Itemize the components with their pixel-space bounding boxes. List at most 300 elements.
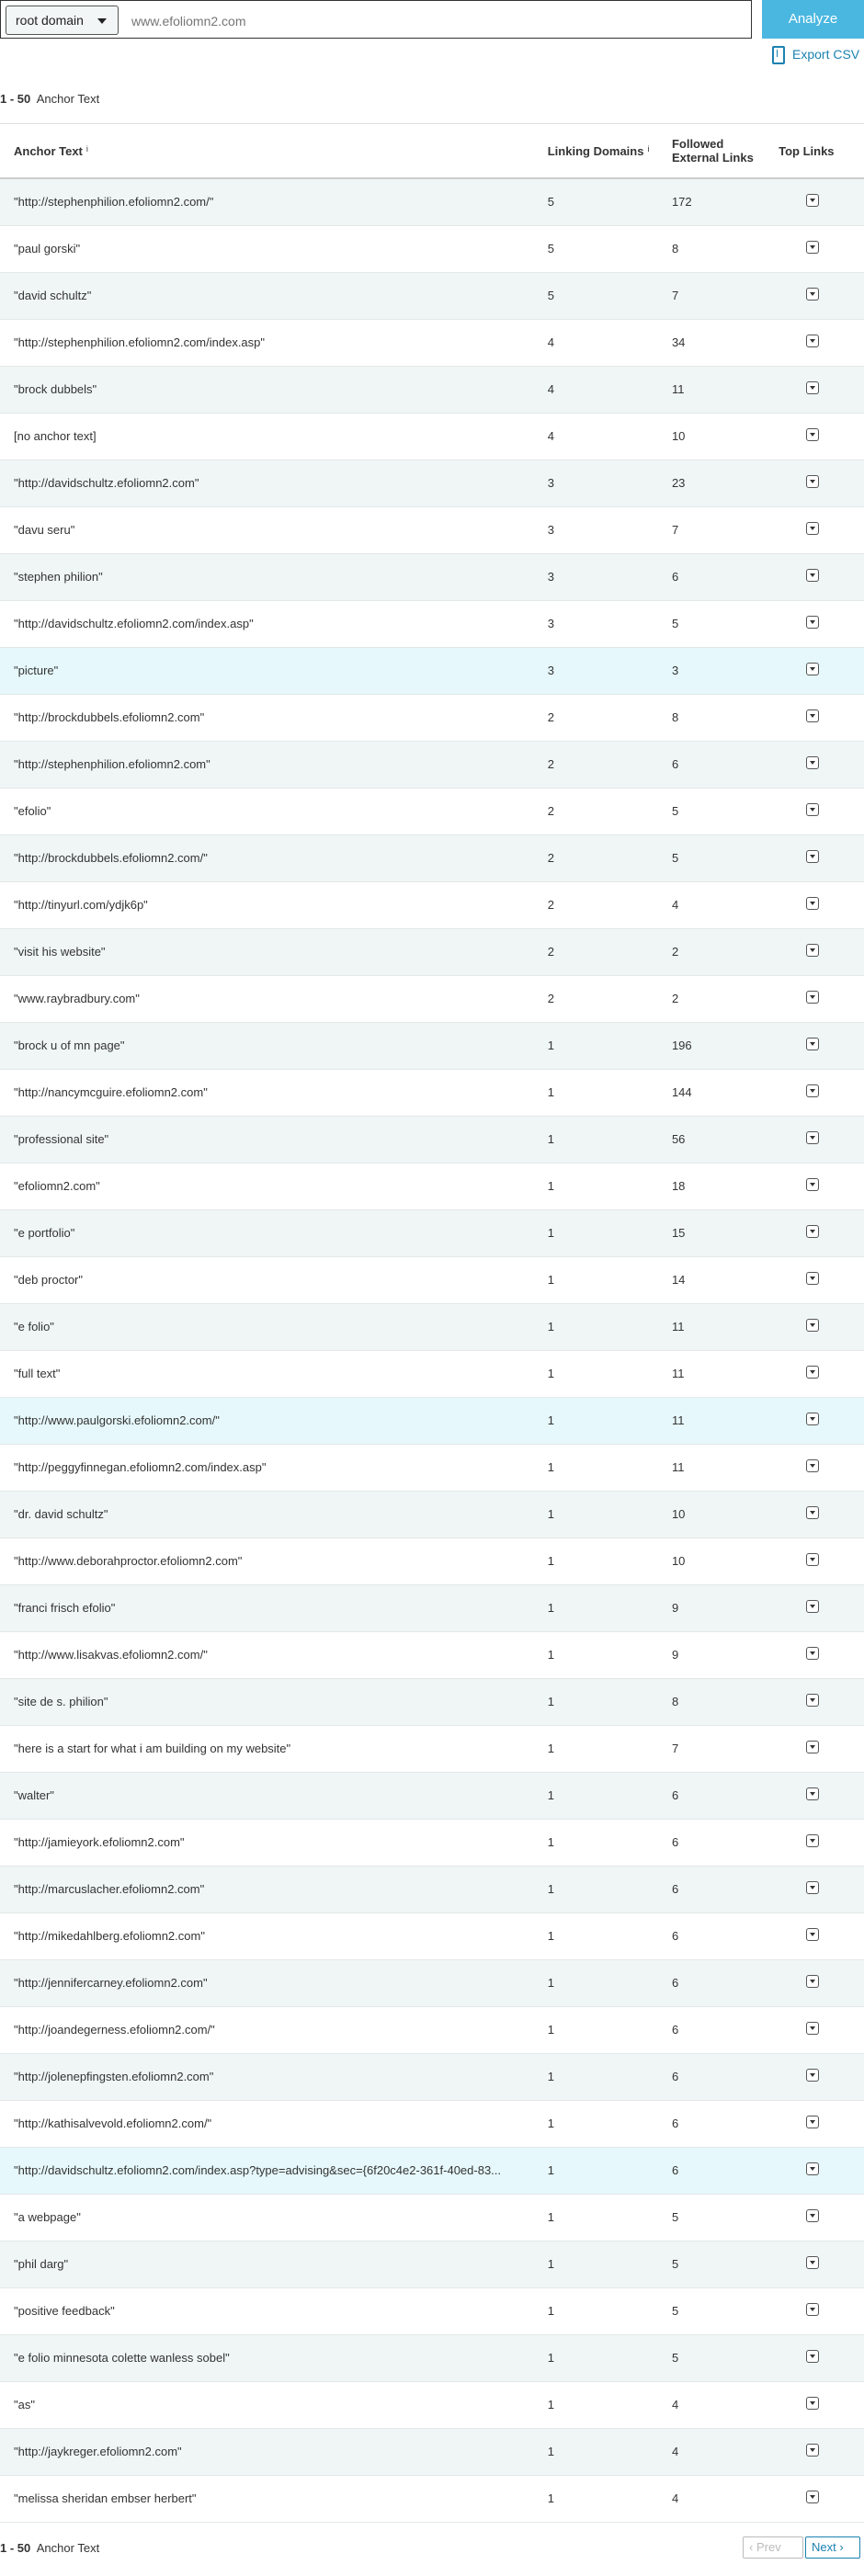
anchor-text-cell: "david schultz" [14,289,92,302]
top-links-cell [779,1303,864,1350]
expand-top-links-icon[interactable] [806,2397,819,2410]
followed-links-cell: 18 [671,1179,686,1193]
followed-links-cell: 5 [671,617,679,630]
next-label: Next [812,2540,836,2554]
table-row [0,2006,864,2053]
linking-domains-cell: 4 [547,335,554,349]
table-row [0,1725,864,1772]
linking-domains-cell: 1 [547,1179,554,1193]
expand-top-links-icon[interactable] [806,2209,819,2222]
anchor-text-cell: "http://jolenepfingsten.efoliomn2.com" [14,2070,214,2083]
result-range-bottom [0,2541,99,2555]
chevron-down-icon [97,18,107,24]
anchor-text-cell: "deb proctor" [14,1273,83,1287]
expand-top-links-icon[interactable] [806,1459,819,1472]
linking-domains-cell: 2 [547,945,554,959]
top-links-cell [779,1256,864,1303]
expand-top-links-icon[interactable] [806,288,819,301]
linking-domains-cell: 1 [547,2210,554,2224]
followed-links-cell: 6 [671,1835,679,1849]
linking-domains-cell: 1 [547,1554,554,1568]
expand-top-links-icon[interactable] [806,2444,819,2457]
anchor-text-cell: "http://kathisalvevold.efoliomn2.com/" [14,2116,212,2130]
export-csv-link[interactable] [772,42,859,66]
anchor-text-cell: "http://stephenphilion.efoliomn2.com/" [14,195,214,210]
expand-top-links-icon[interactable] [806,1553,819,1566]
followed-links-cell: 2 [671,992,679,1005]
header-linking-label: Linking Domains [547,143,644,158]
search-bar [0,0,752,39]
anchor-text-cell: "http://www.lisakvas.efoliomn2.com/" [14,1648,208,1662]
linking-domains-cell: 1 [547,2163,554,2177]
followed-links-cell: 34 [671,335,686,349]
anchor-text-cell: "full text" [14,1367,61,1380]
table-row [0,1256,864,1303]
followed-links-cell: 11 [671,1413,685,1427]
anchor-text-cell: "dr. david schultz" [14,1507,108,1521]
chevron-left-icon: ‹ [749,2540,754,2554]
expand-top-links-icon[interactable] [806,2350,819,2363]
anchor-text-cell: "positive feedback" [14,2304,115,2318]
followed-links-cell: 9 [671,1601,679,1615]
top-links-cell [779,788,864,834]
anchor-text-cell: "http://mikedahlberg.efoliomn2.com" [14,1929,205,1943]
table-row [0,319,864,366]
table-row [0,1444,864,1491]
expand-top-links-icon[interactable] [806,2069,819,2082]
top-links-cell [779,272,864,319]
expand-top-links-icon[interactable] [806,1084,819,1097]
linking-domains-cell: 2 [547,710,554,724]
linking-domains-cell: 1 [547,1976,554,1990]
anchor-text-cell: "visit his website" [14,945,106,959]
followed-links-cell: 10 [671,429,686,443]
top-links-cell [779,2475,864,2522]
linking-domains-cell: 2 [547,757,554,771]
anchor-text-cell: "http://stephenphilion.efoliomn2.com/index.asp" [14,335,266,349]
table-row [0,2381,864,2428]
linking-domains-cell: 5 [547,289,554,302]
followed-links-cell: 4 [671,2491,679,2505]
table-row [0,694,864,741]
expand-top-links-icon[interactable] [806,1178,819,1191]
linking-domains-cell: 1 [547,1601,554,1615]
anchor-text-cell: "phil darg" [14,2257,69,2271]
top-links-cell [779,928,864,975]
table-row [0,1819,864,1866]
anchor-text-table [0,123,864,2523]
anchor-text-cell: "paul gorski" [14,242,81,255]
table-row [0,1912,864,1959]
followed-links-cell: 2 [671,945,679,959]
anchor-text-cell: "melissa sheridan embser herbert" [14,2491,197,2505]
info-icon[interactable]: i [647,143,650,153]
top-links-cell [779,366,864,413]
top-links-cell [779,1116,864,1163]
table-row [0,178,864,225]
expand-top-links-icon[interactable] [806,2491,819,2503]
linking-domains-cell: 3 [547,617,554,630]
expand-top-links-icon[interactable] [806,1647,819,1660]
table-row [0,975,864,1022]
expand-top-links-icon[interactable] [806,2116,819,2128]
expand-top-links-icon[interactable] [806,1506,819,1519]
top-links-cell [779,1069,864,1116]
followed-links-cell: 56 [671,1132,686,1146]
table-row [0,2053,864,2100]
top-links-cell [779,2428,864,2475]
expand-top-links-icon[interactable] [806,1881,819,1894]
followed-links-cell: 7 [671,289,679,302]
anchor-text-cell: "walter" [14,1788,54,1802]
followed-links-cell: 6 [671,1976,679,1990]
followed-links-cell: 11 [671,1320,685,1333]
table-row [0,1678,864,1725]
top-links-cell [779,741,864,788]
prev-label: Prev [756,2540,781,2554]
anchor-text-cell: "http://brockdubbels.efoliomn2.com" [14,710,205,724]
result-range-top [0,92,99,106]
table-row [0,1209,864,1256]
table-row [0,600,864,647]
linking-domains-cell: 1 [547,1085,554,1099]
linking-domains-cell: 1 [547,1835,554,1849]
followed-links-cell: 6 [671,570,679,584]
expand-top-links-icon[interactable] [806,991,819,1004]
linking-domains-cell: 2 [547,898,554,912]
linking-domains-cell: 1 [547,1367,554,1380]
table-row [0,1397,864,1444]
followed-links-cell: 6 [671,1929,679,1943]
table-body [0,178,864,2522]
top-links-cell [779,975,864,1022]
anchor-text-cell: "picture" [14,664,59,677]
top-links-cell [779,1819,864,1866]
top-links-cell [779,2381,864,2428]
linking-domains-cell: 2 [547,851,554,865]
anchor-text-cell: "professional site" [14,1132,109,1146]
expand-top-links-icon[interactable] [806,1975,819,1988]
top-links-cell [779,2287,864,2334]
linking-domains-cell: 2 [547,804,554,818]
range-count: 1 - 50 [0,2541,31,2555]
followed-links-cell: 15 [671,1226,686,1240]
expand-top-links-icon[interactable] [806,2022,819,2035]
expand-top-links-icon[interactable] [806,241,819,254]
expand-top-links-icon[interactable] [806,1131,819,1144]
linking-domains-cell: 1 [547,2351,554,2365]
table-row [0,1350,864,1397]
scope-dropdown[interactable] [6,6,119,35]
top-links-cell [779,694,864,741]
followed-links-cell: 14 [671,1273,686,1287]
expand-top-links-icon[interactable] [806,1741,819,1753]
expand-top-links-icon[interactable] [806,522,819,535]
anchor-text-cell: "here is a start for what i am building on my website" [14,1742,291,1755]
top-links-cell [779,1912,864,1959]
table-row [0,741,864,788]
table-row [0,225,864,272]
followed-links-cell: 172 [671,195,692,210]
top-links-cell [779,2334,864,2381]
top-links-cell [779,1631,864,1678]
anchor-text-cell: "http://marcuslacher.efoliomn2.com" [14,1882,205,1896]
url-input[interactable] [130,8,740,34]
anchor-text-cell: "brock u of mn page" [14,1038,125,1052]
anchor-text-cell: "franci frisch efolio" [14,1601,116,1615]
table-row [0,1631,864,1678]
table-row [0,2287,864,2334]
anchor-text-cell: "http://joandegerness.efoliomn2.com/" [14,2023,215,2037]
top-links-cell [779,1725,864,1772]
header-linking-domains[interactable] [548,124,672,179]
expand-top-links-icon[interactable] [806,1600,819,1613]
followed-links-cell: 10 [671,1554,686,1568]
anchor-text-cell: "http://tinyurl.com/ydjk6p" [14,898,148,912]
anchor-text-cell: "e folio minnesota colette wanless sobel" [14,2351,230,2365]
anchor-text-cell: "as" [14,2398,35,2411]
range-label: Anchor Text [36,2541,100,2555]
followed-links-cell: 6 [671,1882,679,1896]
linking-domains-cell: 3 [547,570,554,584]
table-row [0,788,864,834]
top-links-cell [779,1444,864,1491]
table-row [0,2475,864,2522]
analyze-button[interactable]: Analyze [762,0,864,39]
table-row [0,928,864,975]
top-links-cell [779,2100,864,2147]
anchor-text-cell: "brock dubbels" [14,382,97,396]
expand-top-links-icon[interactable] [806,1694,819,1707]
linking-domains-cell: 3 [547,664,554,677]
header-top-links-label: Top Links [779,143,835,158]
expand-top-links-icon[interactable] [806,1225,819,1238]
anchor-text-cell: [no anchor text] [14,429,97,443]
table-row [0,1772,864,1819]
anchor-text-cell: "site de s. philion" [14,1695,108,1708]
expand-top-links-icon[interactable] [806,2256,819,2269]
top-links-cell [779,1209,864,1256]
expand-top-links-icon[interactable] [806,194,819,207]
linking-domains-cell: 1 [547,1882,554,1896]
linking-domains-cell: 1 [547,1132,554,1146]
followed-links-cell: 10 [671,1507,686,1521]
expand-top-links-icon[interactable] [806,569,819,582]
linking-domains-cell: 1 [547,1320,554,1333]
expand-top-links-icon[interactable] [806,1787,819,1800]
table-row [0,1116,864,1163]
followed-links-cell: 11 [671,1460,685,1474]
followed-links-cell: 11 [671,1367,685,1380]
expand-top-links-icon[interactable] [806,850,819,863]
anchor-text-cell: "http://jaykreger.efoliomn2.com" [14,2445,182,2458]
linking-domains-cell: 1 [547,2023,554,2037]
top-links-cell [779,2147,864,2194]
expand-top-links-icon[interactable] [806,335,819,347]
expand-top-links-icon[interactable] [806,756,819,769]
expand-top-links-icon[interactable] [806,1834,819,1847]
top-links-cell [779,1397,864,1444]
table-row [0,1959,864,2006]
linking-domains-cell: 1 [547,2257,554,2271]
followed-links-cell: 7 [671,1742,679,1755]
table-header [0,124,864,179]
followed-links-cell: 4 [671,2398,679,2411]
anchor-text-cell: "http://jamieyork.efoliomn2.com" [14,1835,185,1849]
followed-links-cell: 5 [671,2351,679,2365]
linking-domains-cell: 1 [547,2116,554,2130]
followed-links-cell: 6 [671,2023,679,2037]
anchor-text-cell: "http://www.paulgorski.efoliomn2.com/" [14,1413,220,1427]
anchor-text-cell: "e folio" [14,1320,54,1333]
followed-links-cell: 23 [671,476,686,490]
chevron-right-icon: › [839,2540,844,2554]
anchor-text-cell: "http://davidschultz.efoliomn2.com" [14,476,199,490]
top-links-cell [779,178,864,225]
anchor-text-cell: "davu seru" [14,523,75,537]
followed-links-cell: 6 [671,1788,679,1802]
table-row [0,834,864,881]
expand-top-links-icon[interactable] [806,663,819,675]
table-row [0,2428,864,2475]
linking-domains-cell: 1 [547,1742,554,1755]
table-row [0,2241,864,2287]
followed-links-cell: 6 [671,2116,679,2130]
top-links-cell [779,1491,864,1538]
header-followed-line1: Followed [671,137,724,151]
linking-domains-cell: 1 [547,1226,554,1240]
top-links-cell [779,1959,864,2006]
anchor-text-cell: "stephen philion" [14,570,103,584]
top-links-cell [779,460,864,506]
next-page-button[interactable] [805,2536,860,2559]
linking-domains-cell: 2 [547,992,554,1005]
linking-domains-cell: 5 [547,195,554,210]
expand-top-links-icon[interactable] [806,616,819,629]
linking-domains-cell: 1 [547,1788,554,1802]
linking-domains-cell: 1 [547,1273,554,1287]
top-links-cell [779,1538,864,1584]
linking-domains-cell: 1 [547,1038,554,1052]
anchor-text-cell: "efoliomn2.com" [14,1179,100,1193]
expand-top-links-icon[interactable] [806,1319,819,1332]
download-icon [772,46,785,64]
header-followed-line2: External Links [671,151,754,165]
expand-top-links-icon[interactable] [806,1413,819,1425]
table-row [0,1538,864,1584]
expand-top-links-icon[interactable] [806,709,819,722]
expand-top-links-icon[interactable] [806,2162,819,2175]
linking-domains-cell: 1 [547,2070,554,2083]
top-links-cell [779,834,864,881]
top-links-cell [779,1678,864,1725]
top-links-cell [779,2241,864,2287]
top-links-cell [779,2006,864,2053]
followed-links-cell: 5 [671,2210,679,2224]
linking-domains-cell: 1 [547,2398,554,2411]
top-links-cell [779,1350,864,1397]
expand-top-links-icon[interactable] [806,897,819,910]
top-links-cell [779,2053,864,2100]
anchor-text-cell: "http://davidschultz.efoliomn2.com/index.asp" [14,617,254,630]
anchor-text-cell: "http://stephenphilion.efoliomn2.com" [14,757,210,771]
linking-domains-cell: 1 [547,2491,554,2505]
linking-domains-cell: 1 [547,1507,554,1521]
linking-domains-cell: 1 [547,1648,554,1662]
expand-top-links-icon[interactable] [806,803,819,816]
linking-domains-cell: 4 [547,429,554,443]
table-row [0,2147,864,2194]
expand-top-links-icon[interactable] [806,1366,819,1379]
anchor-text-cell: "www.raybradbury.com" [14,992,140,1005]
followed-links-cell: 11 [671,382,685,396]
table-row [0,2334,864,2381]
followed-links-cell: 196 [671,1038,692,1052]
table-row [0,1491,864,1538]
followed-links-cell: 6 [671,2163,679,2177]
table-row [0,2100,864,2147]
expand-top-links-icon[interactable] [806,475,819,488]
expand-top-links-icon[interactable] [806,1928,819,1941]
info-icon[interactable]: i [85,143,88,153]
linking-domains-cell: 4 [547,382,554,396]
range-count: 1 - 50 [0,92,31,106]
table-row [0,1303,864,1350]
table-row [0,553,864,600]
top-links-cell [779,1022,864,1069]
linking-domains-cell: 1 [547,1413,554,1427]
followed-links-cell: 5 [671,851,679,865]
top-links-cell [779,600,864,647]
expand-top-links-icon[interactable] [806,381,819,394]
followed-links-cell: 8 [671,710,679,724]
table-row [0,460,864,506]
expand-top-links-icon[interactable] [806,428,819,441]
expand-top-links-icon[interactable] [806,1272,819,1285]
header-anchor-label: Anchor Text [14,143,83,158]
top-links-cell [779,319,864,366]
followed-links-cell: 5 [671,804,679,818]
anchor-text-cell: "http://davidschultz.efoliomn2.com/index.asp?type=advising&sec={6f20c4e2-361f-40ed-83... [14,2163,502,2177]
followed-links-cell: 4 [671,898,679,912]
top-links-cell [779,881,864,928]
prev-page-button[interactable] [743,2536,803,2559]
table-row [0,366,864,413]
followed-links-cell: 8 [671,1695,679,1708]
scope-dropdown-label: root domain [16,13,84,28]
header-followed-external-links[interactable] [672,124,779,179]
table-row [0,1584,864,1631]
anchor-text-cell: "http://brockdubbels.efoliomn2.com/" [14,851,208,865]
table-row [0,506,864,553]
followed-links-cell: 144 [671,1085,692,1099]
table-row [0,1022,864,1069]
top-links-cell [779,1163,864,1209]
anchor-text-cell: "http://nancymcguire.efoliomn2.com" [14,1085,208,1099]
table-row [0,647,864,694]
expand-top-links-icon[interactable] [806,1038,819,1050]
linking-domains-cell: 1 [547,1695,554,1708]
linking-domains-cell: 1 [547,2304,554,2318]
table-row [0,1163,864,1209]
table-row [0,272,864,319]
header-anchor-text[interactable] [0,124,548,179]
followed-links-cell: 4 [671,2445,679,2458]
table-row [0,1866,864,1912]
table-row [0,413,864,460]
expand-top-links-icon[interactable] [806,2303,819,2316]
expand-top-links-icon[interactable] [806,944,819,957]
